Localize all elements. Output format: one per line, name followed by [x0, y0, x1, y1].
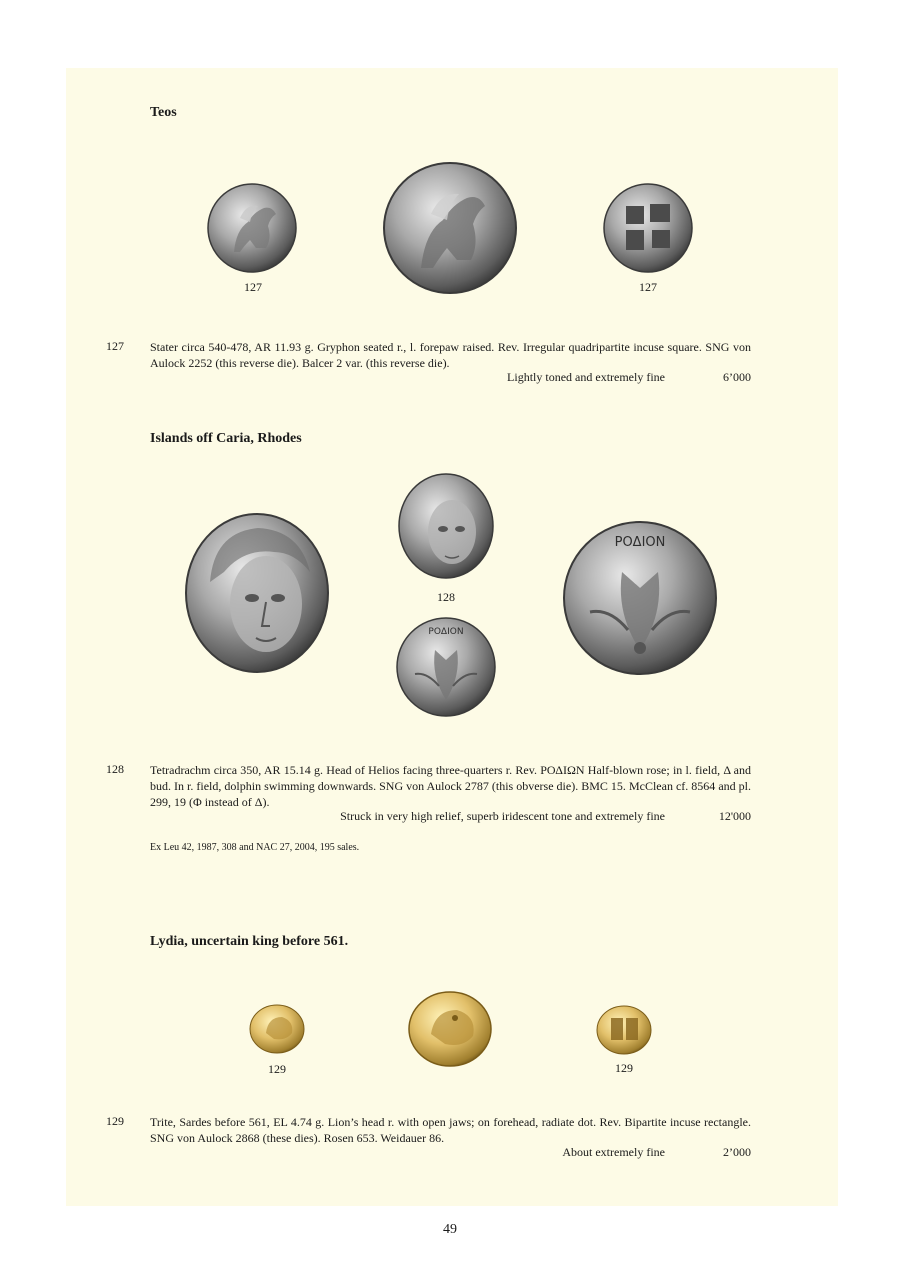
section-heading-rhodes: Islands off Caria, Rhodes: [150, 431, 302, 446]
lot-grade-129: About extremely fine: [562, 1145, 665, 1159]
lot-estimate-127: 6’000: [723, 370, 751, 384]
lot-number-127: 127: [106, 339, 124, 353]
coin-caption: 128: [437, 590, 455, 604]
coin-caption: 127: [244, 280, 262, 294]
lot-number-129: 129: [106, 1114, 124, 1128]
lot-number-128: 128: [106, 762, 124, 776]
coin-legend: ΡΟΔΙΟΝ: [614, 535, 666, 550]
coin-image-128-reverse-large: [562, 520, 718, 676]
section-heading-lydia: Lydia, uncertain king before 561.: [150, 934, 349, 949]
coin-image-129-obverse-small: [248, 1003, 306, 1055]
coin-image-128-obverse-small: [397, 472, 495, 580]
coin-legend: ΡΟΔΙΟΝ: [428, 627, 464, 637]
page-number: 49: [443, 1222, 457, 1237]
coin-image-129-reverse: [595, 1004, 653, 1056]
coin-image-127-obverse-small: [206, 182, 298, 274]
coin-caption: 129: [268, 1062, 286, 1076]
coin-caption: 127: [639, 280, 657, 294]
coin-image-128-obverse-large: [184, 512, 330, 674]
lot-estimate-128: 12'000: [718, 809, 751, 823]
coin-image-127-reverse: [602, 182, 694, 274]
lot-grade-128: Struck in very high relief, superb iridescent tone and extremely fine: [340, 809, 665, 823]
coin-caption: 129: [615, 1061, 633, 1075]
lot-description-128: Tetradrachm circa 350, AR 15.14 g. Head of Helios facing three-quarters r. Rev. ΡΟΔΙΩΝ Half-blown rose; in l. field, Δ and bud. In r. field, dolphin swimming downwards. SNG von Aulock 2787 (this obverse die). BMC 15. McClean cf. 8564 and pl. 299, 19 (Φ instead of Δ).: [150, 763, 751, 809]
lot-estimate-129: 2’000: [723, 1145, 751, 1159]
lot-provenance-128: Ex Leu 42, 1987, 308 and NAC 27, 2004, 195 sales.: [150, 842, 360, 853]
coin-image-127-obverse-large: [381, 160, 519, 296]
section-heading-teos: Teos: [150, 105, 177, 120]
coin-image-128-reverse-small: [395, 616, 497, 718]
coin-image-129-obverse-large: [407, 990, 493, 1068]
lot-description-127: Stater circa 540-478, AR 11.93 g. Gryphon seated r., l. forepaw raised. Rev. Irregular quadripartite incuse square. SNG von Aulock 2252 (this reverse die). Balcer 2 var. (this reverse die).: [150, 340, 751, 370]
lot-description-129: Trite, Sardes before 561, EL 4.74 g. Lion’s head r. with open jaws; on forehead, radiate dot. Rev. Bipartite incuse rectangle. SNG von Aulock 2868 (these dies). Rosen 653. Weidauer 86.: [150, 1115, 751, 1145]
lot-grade-127: Lightly toned and extremely fine: [507, 370, 665, 384]
